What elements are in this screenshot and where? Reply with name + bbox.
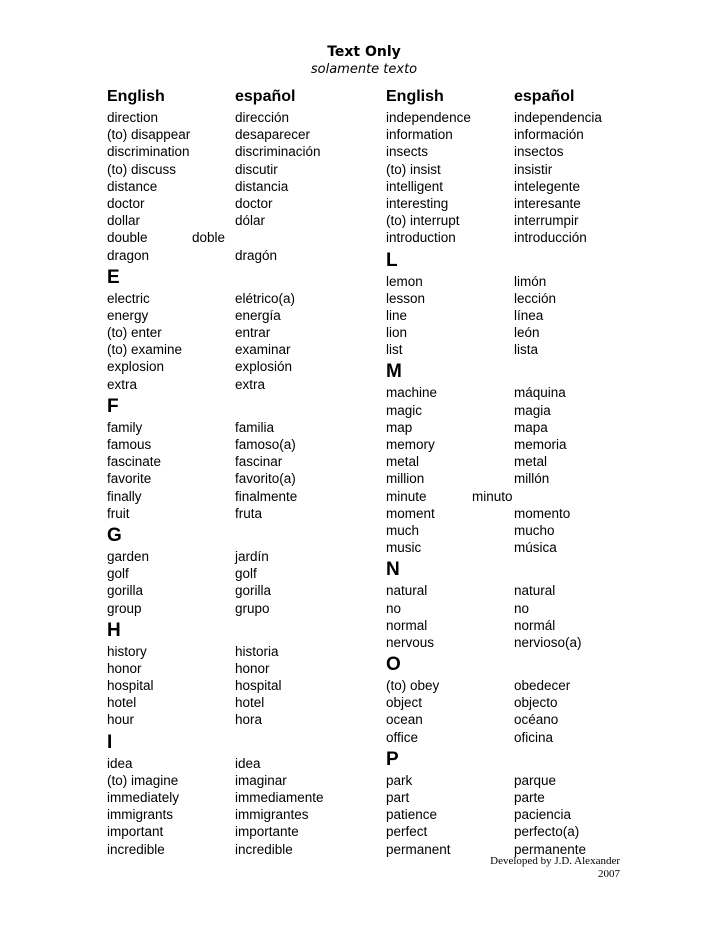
vocab-row: [107, 247, 407, 264]
english-word: magic: [386, 402, 423, 418]
spanish-word: dragón: [235, 247, 278, 263]
vocab-row: [107, 290, 407, 307]
vocab-row: [386, 384, 686, 401]
english-word: normal: [386, 617, 428, 633]
spanish-word: objecto: [514, 695, 558, 711]
spanish-word: memoria: [514, 437, 567, 452]
vocab-row: [386, 539, 686, 556]
vocab-row: [386, 143, 686, 160]
vocab-row: [386, 195, 686, 212]
english-word: (to) interrupt: [386, 213, 460, 229]
vocab-row: [107, 841, 407, 858]
column-header: [107, 85, 407, 109]
english-word: park: [386, 772, 413, 788]
vocab-row: [107, 419, 407, 436]
vocab-row: [386, 273, 686, 290]
spanish-word: desaparecer: [235, 127, 311, 143]
spanish-word: nervioso(a): [514, 634, 582, 650]
vocab-row: [107, 565, 407, 582]
section-letter: H: [107, 619, 121, 641]
spanish-word: intelegente: [514, 178, 581, 194]
vocab-row: [386, 582, 686, 599]
spanish-word: jardín: [235, 548, 269, 564]
section-letter: G: [107, 524, 122, 546]
header-english: English: [386, 88, 444, 105]
spanish-word: paciencia: [514, 807, 572, 823]
page-title: Text Only: [327, 44, 401, 60]
spanish-word: immediamente: [235, 790, 324, 805]
english-word: immigrants: [107, 807, 174, 823]
spanish-word: línea: [514, 307, 544, 323]
spanish-word: idea: [235, 755, 261, 771]
spanish-word: elétrico(a): [235, 290, 296, 306]
english-word: idea: [107, 755, 133, 771]
vocab-row: [386, 488, 686, 505]
vocab-row: [107, 823, 407, 840]
english-word: introduction: [386, 230, 456, 246]
vocab-row: [107, 488, 407, 505]
vocab-row: [107, 178, 407, 195]
vocab-row: [107, 341, 407, 358]
english-word: family: [107, 419, 143, 435]
section-letter: P: [386, 748, 399, 770]
spanish-word: incredible: [235, 841, 293, 857]
vocab-row: [386, 419, 686, 436]
english-word: office: [386, 729, 419, 745]
english-word: no: [386, 600, 402, 616]
english-word: metal: [386, 454, 420, 470]
spanish-word: energía: [235, 307, 281, 323]
vocab-row: [386, 789, 686, 806]
footer-year: 2007: [598, 868, 620, 880]
section-letter: M: [386, 361, 402, 383]
vocab-row: [107, 772, 407, 789]
vocab-row: [107, 161, 407, 178]
spanish-word: león: [514, 325, 540, 341]
english-word: (to) imagine: [107, 772, 179, 788]
spanish-word: interesante: [514, 195, 581, 211]
vocab-row: [386, 324, 686, 341]
entry-list: [386, 109, 686, 858]
english-word: minute: [386, 488, 427, 504]
vocab-row: [386, 453, 686, 470]
vocab-row: [107, 582, 407, 599]
english-word: insects: [386, 144, 429, 160]
english-word: interesting: [386, 195, 449, 211]
vocab-row: [107, 307, 407, 324]
spanish-word: océano: [514, 712, 559, 728]
spanish-word: discutir: [235, 161, 278, 177]
spanish-word: entrar: [235, 325, 271, 341]
spanish-word: información: [514, 127, 584, 143]
spanish-word: fruta: [235, 505, 263, 521]
english-word: immediately: [107, 790, 180, 805]
vocab-row: [386, 677, 686, 694]
spanish-word: immigrantes: [235, 807, 309, 823]
english-word: much: [386, 522, 420, 538]
spanish-word: parque: [514, 772, 557, 788]
spanish-word: momento: [514, 505, 571, 521]
spanish-word: parte: [514, 790, 545, 805]
english-word: group: [107, 600, 142, 616]
english-word: fascinate: [107, 454, 162, 470]
spanish-word: independencia: [514, 110, 602, 125]
english-word: permanent: [386, 841, 451, 857]
english-word: golf: [107, 566, 129, 582]
spanish-word: examinar: [235, 342, 291, 358]
spanish-word: honor: [235, 660, 270, 676]
spanish-word: máquina: [514, 385, 566, 401]
english-word: energy: [107, 307, 149, 323]
spanish-word: gorilla: [235, 583, 272, 599]
english-word: gorilla: [107, 583, 144, 599]
spanish-word: insectos: [514, 144, 564, 160]
vocab-row: [386, 341, 686, 358]
spanish-word: famoso(a): [235, 437, 296, 452]
vocab-row: [386, 109, 686, 126]
vocab-row: [386, 436, 686, 453]
english-word: memory: [386, 437, 435, 452]
vocab-row: [107, 677, 407, 694]
section-letter: L: [386, 249, 398, 271]
vocab-row: [386, 126, 686, 143]
english-word: garden: [107, 548, 150, 564]
english-word: line: [386, 307, 408, 323]
spanish-word: mapa: [514, 419, 548, 435]
header-spanish: español: [235, 88, 296, 105]
vocab-row: [386, 307, 686, 324]
vocab-row: [386, 212, 686, 229]
spanish-word: metal: [514, 454, 548, 470]
vocab-row: [107, 660, 407, 677]
english-word: (to) examine: [107, 342, 183, 358]
spanish-word: introducción: [514, 230, 587, 246]
english-word: perfect: [386, 824, 428, 840]
spanish-word: doctor: [235, 195, 273, 211]
vocab-row: [107, 109, 407, 126]
vocab-row: [386, 522, 686, 539]
english-word: hospital: [107, 678, 154, 694]
english-word: history: [107, 643, 147, 659]
english-word: ocean: [386, 712, 423, 728]
english-word: music: [386, 540, 422, 556]
vocab-row: [107, 755, 407, 772]
spanish-word: permanente: [514, 841, 587, 857]
english-word: lion: [386, 325, 408, 341]
vocab-row: [386, 617, 686, 634]
spanish-word: no: [514, 600, 530, 616]
vocab-row: [107, 600, 407, 617]
page-subtitle: solamente texto: [310, 62, 418, 77]
header-english: English: [107, 88, 165, 105]
english-word: extra: [107, 376, 138, 392]
section-letter: F: [107, 395, 119, 417]
vocab-row: [386, 229, 686, 246]
english-word: double: [107, 230, 148, 246]
spanish-word: millón: [514, 471, 550, 487]
english-word: finally: [107, 488, 142, 504]
vocab-row: [107, 711, 407, 728]
spanish-word: discriminación: [235, 144, 321, 160]
spanish-word: distancia: [235, 178, 289, 194]
vocab-row: [107, 143, 407, 160]
vocab-column-right: [386, 85, 686, 858]
vocab-row: [107, 195, 407, 212]
vocab-row: [386, 806, 686, 823]
vocab-row: [386, 290, 686, 307]
section-letter: E: [107, 266, 120, 288]
english-word: lesson: [386, 290, 426, 306]
english-word: distance: [107, 178, 158, 194]
footer-credit: Developed by J.D. Alexander: [490, 855, 620, 867]
vocab-row: [107, 229, 407, 246]
spanish-word: oficina: [514, 729, 554, 745]
vocab-row: [386, 772, 686, 789]
english-word: natural: [386, 583, 428, 599]
spanish-word: imaginar: [235, 772, 287, 788]
vocab-row: [107, 126, 407, 143]
english-word: (to) insist: [386, 161, 441, 177]
vocab-row: [107, 453, 407, 470]
spanish-word: música: [514, 540, 557, 556]
vocab-row: [107, 806, 407, 823]
vocab-row: [386, 600, 686, 617]
spanish-word: hotel: [235, 695, 265, 711]
section-letter: I: [107, 731, 113, 753]
spanish-word: doble: [192, 230, 226, 246]
spanish-word: lección: [514, 290, 557, 306]
english-word: incredible: [107, 841, 165, 857]
vocab-row: [386, 505, 686, 522]
english-word: dollar: [107, 213, 141, 229]
english-word: million: [386, 471, 425, 487]
english-word: (to) discuss: [107, 161, 177, 177]
vocab-row: [107, 643, 407, 660]
spanish-word: normál: [514, 617, 556, 633]
vocab-row: [386, 729, 686, 746]
vocab-row: [107, 470, 407, 487]
vocab-row: [107, 548, 407, 565]
english-word: explosion: [107, 359, 165, 375]
vocab-row: [386, 711, 686, 728]
spanish-word: finalmente: [235, 488, 298, 504]
spanish-word: extra: [235, 376, 266, 392]
english-word: direction: [107, 110, 159, 125]
spanish-word: hora: [235, 712, 263, 728]
english-word: independence: [386, 110, 471, 125]
english-word: doctor: [107, 195, 145, 211]
english-word: favorite: [107, 471, 152, 487]
english-word: dragon: [107, 247, 150, 263]
english-word: list: [386, 342, 403, 358]
spanish-word: familia: [235, 419, 275, 435]
vocab-row: [386, 178, 686, 195]
english-word: (to) enter: [107, 325, 162, 341]
english-word: discrimination: [107, 144, 190, 160]
vocab-row: [107, 436, 407, 453]
column-header: [386, 85, 686, 109]
english-word: object: [386, 695, 423, 711]
english-word: electric: [107, 290, 150, 306]
vocab-row: [386, 634, 686, 651]
english-word: intelligent: [386, 178, 444, 194]
english-word: (to) obey: [386, 678, 440, 694]
english-word: fruit: [107, 505, 130, 521]
spanish-word: lista: [514, 342, 539, 358]
spanish-word: mucho: [514, 522, 555, 538]
english-word: machine: [386, 385, 438, 401]
vocab-row: [107, 505, 407, 522]
spanish-word: explosión: [235, 359, 293, 375]
english-word: part: [386, 790, 410, 805]
english-word: information: [386, 127, 453, 143]
vocab-row: [386, 823, 686, 840]
spanish-word: limón: [514, 273, 547, 289]
english-word: lemon: [386, 273, 423, 289]
spanish-word: importante: [235, 824, 299, 840]
vocab-row: [386, 694, 686, 711]
section-letter: N: [386, 559, 400, 581]
spanish-word: natural: [514, 583, 556, 599]
english-word: honor: [107, 660, 142, 676]
spanish-word: interrumpir: [514, 213, 579, 229]
english-word: important: [107, 824, 164, 840]
spanish-word: hospital: [235, 678, 282, 694]
vocab-row: [107, 789, 410, 806]
spanish-word: magia: [514, 402, 551, 418]
vocab-row: [107, 376, 407, 393]
spanish-word: golf: [235, 566, 257, 582]
english-word: moment: [386, 505, 435, 521]
english-word: famous: [107, 437, 152, 452]
english-word: nervous: [386, 634, 435, 650]
header-spanish: español: [514, 88, 575, 105]
spanish-word: dólar: [235, 213, 266, 229]
vocab-row: [386, 161, 686, 178]
spanish-word: fascinar: [235, 454, 283, 470]
vocab-row: [107, 324, 407, 341]
english-word: hour: [107, 712, 135, 728]
english-word: patience: [386, 807, 438, 823]
spanish-word: obedecer: [514, 678, 571, 694]
spanish-word: grupo: [235, 600, 270, 616]
english-word: map: [386, 419, 413, 435]
spanish-word: minuto: [472, 488, 513, 504]
vocab-row: [386, 470, 686, 487]
spanish-word: favorito(a): [235, 471, 296, 487]
spanish-word: insistir: [514, 161, 553, 177]
english-word: (to) disappear: [107, 127, 191, 143]
spanish-word: historia: [235, 643, 279, 659]
spanish-word: dirección: [235, 110, 290, 125]
vocab-row: [107, 358, 407, 375]
vocab-row: [386, 402, 686, 419]
section-letter: O: [386, 654, 401, 676]
english-word: hotel: [107, 695, 137, 711]
vocab-row: [107, 212, 407, 229]
vocab-row: [107, 694, 407, 711]
spanish-word: perfecto(a): [514, 824, 580, 840]
